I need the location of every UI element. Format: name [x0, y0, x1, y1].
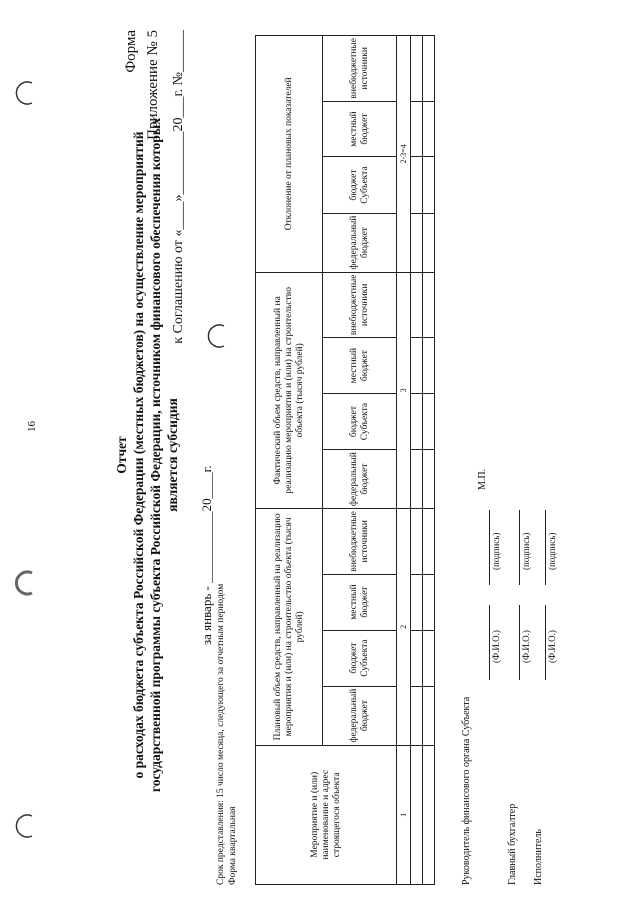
title-line: о расходах бюджета субъекта Российской Федерации (местных бюджетов) на осуществление мероприятий	[131, 131, 146, 779]
executor-label: Исполнитель	[533, 829, 544, 885]
subheader-federal: федеральный бюджет	[323, 686, 397, 745]
rotated-sheet	[114, 20, 640, 885]
subheader-subject: бюджет Субъекта	[323, 394, 397, 450]
punch-hole-icon	[14, 80, 40, 106]
punch-hole-icon	[14, 570, 40, 596]
report-title	[113, 95, 181, 815]
fio-caption: (Ф.И.О.)	[547, 630, 557, 663]
fio-caption: (Ф.И.О.)	[491, 630, 501, 663]
title-line: государственной программы субъекта Российской Федерации, источником финансового обеспечения которых	[148, 117, 163, 793]
subheader-federal: федеральный бюджет	[323, 450, 397, 509]
subheader-local: местный бюджет	[323, 101, 397, 157]
subheader-subject: бюджет Субъекта	[323, 157, 397, 213]
subheader-federal: федеральный бюджет	[323, 213, 397, 272]
signature-caption: (подпись)	[521, 532, 531, 570]
report-period: за январь - ___________20____г.	[199, 465, 214, 645]
title-line: является субсидия	[165, 398, 180, 512]
fio-caption: (Ф.И.О.)	[521, 630, 531, 663]
column-number: 3	[397, 272, 411, 509]
form-label: Форма	[123, 30, 139, 73]
signature-line	[489, 510, 490, 585]
subheader-extrabudget: внебюджетные источники	[323, 509, 397, 575]
signature-line	[519, 510, 520, 585]
signature-caption: (подпись)	[547, 532, 557, 570]
subheader-local: местный бюджет	[323, 338, 397, 394]
column-group-actual: Фактический объем средств, направленный на реализацию мероприятия и (или) на строительство объекта (тысяч рублей)	[256, 272, 323, 509]
subheader-extrabudget: внебюджетные источники	[323, 36, 397, 102]
stamp-label: М.П.	[477, 468, 488, 490]
signature-line	[545, 605, 546, 680]
head-signatory-label: Руководитель финансового органа Субъекта	[461, 696, 472, 885]
appendix-label: Приложение № 5	[145, 30, 161, 140]
column-number: 1	[397, 745, 411, 884]
frequency-text: Форма квартальная	[228, 806, 238, 885]
title-line: Отчет	[114, 436, 129, 474]
accountant-label: Главный бухгалтер	[507, 803, 518, 885]
signature-caption: (подпись)	[491, 532, 501, 570]
deadline-text: Срок представления: 15 число месяца, следующего за отчетным периодом	[216, 583, 226, 885]
agreement-line: к Соглашению от «____»_________20___г. №______	[171, 30, 186, 344]
subheader-extrabudget: внебюджетные источники	[323, 272, 397, 338]
column-number-row	[397, 36, 411, 885]
signature-line	[489, 605, 490, 680]
page-number: 16	[26, 421, 38, 432]
subheader-subject: бюджет Субъекта	[323, 630, 397, 686]
submission-deadline	[215, 584, 239, 885]
table-row	[423, 36, 435, 885]
punch-hole-icon	[14, 813, 40, 839]
column-number: 2	[397, 509, 411, 746]
report-table	[255, 35, 435, 885]
subheader-local: местный бюджет	[323, 574, 397, 630]
column-header-measure: Мероприятие и (или) наименование и адрес строящегося объекта	[256, 745, 397, 884]
column-group-planned: Плановый объем средств, направленный на реализацию мероприятия и (или) на строительство объекта (тысяч рублей)	[256, 509, 323, 746]
signature-line	[519, 605, 520, 680]
signature-line	[545, 510, 546, 585]
column-group-deviation: Отклонение от плановых показателей	[256, 36, 323, 273]
table-row	[411, 36, 423, 885]
column-number: 2-3=4	[397, 36, 411, 273]
